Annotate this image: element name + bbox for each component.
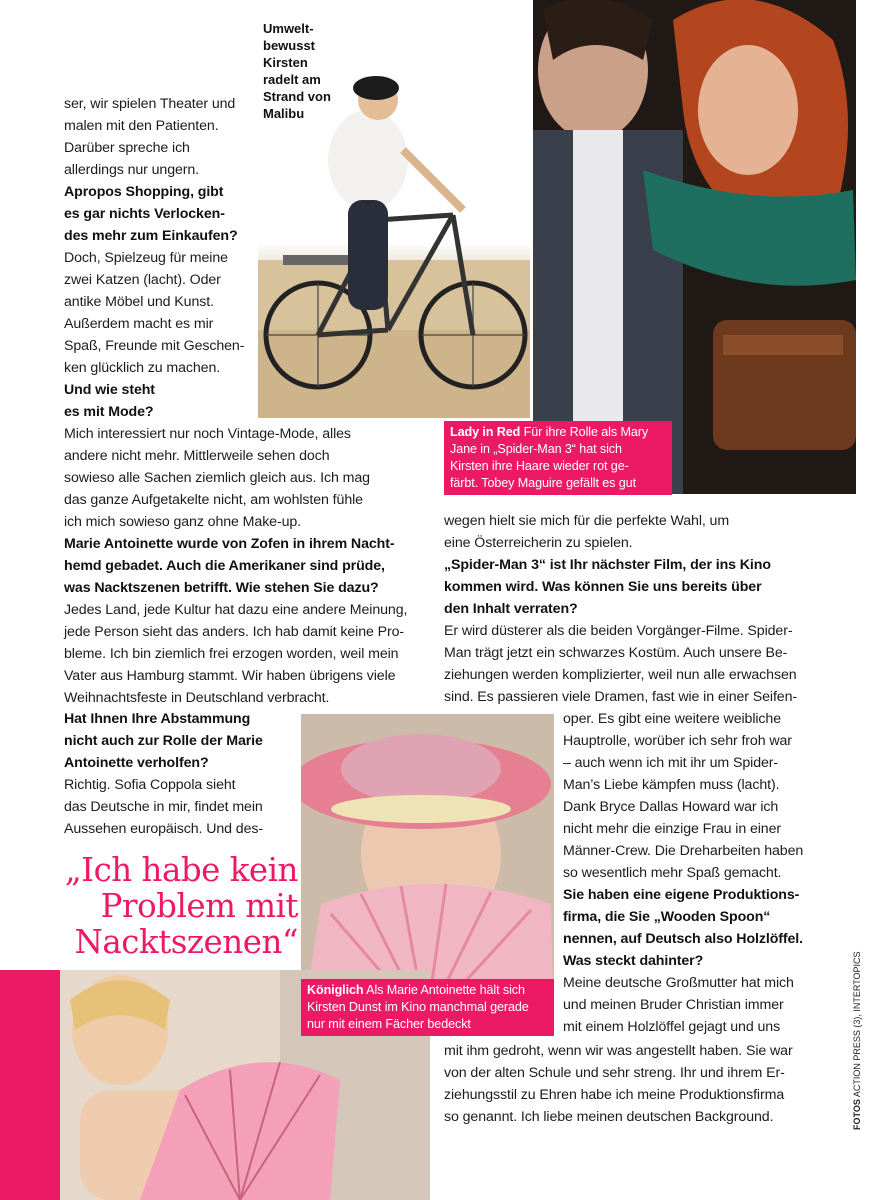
answer-line: das ganze Aufgetakelte nicht, am wohlsten fühle: [64, 492, 363, 508]
pull-quote-line: Problem mit: [100, 887, 298, 925]
question-line: kommen wird. Was können Sie uns bereits über: [444, 579, 762, 595]
answer-line: Aussehen europäisch. Und des-: [64, 821, 264, 837]
right-middle-text-block: [563, 708, 853, 1038]
question-line: nennen, auf Deutsch also Holzlöffel.: [563, 931, 803, 947]
answer-line: Richtig. Sofia Coppola sieht: [64, 777, 236, 793]
question-line: Sie haben eine eigene Produktions-: [563, 887, 800, 903]
answer-line: Mich interessiert nur noch Vintage-Mode, alles: [64, 426, 351, 442]
pull-quote-line: „Ich habe kein: [64, 851, 298, 889]
answer-line: Jedes Land, jede Kultur hat dazu eine andere Meinung,: [64, 602, 408, 618]
answer-line: Männer-Crew. Die Dreharbeiten haben: [563, 843, 804, 859]
answer-line: ken glücklich zu machen.: [64, 360, 221, 376]
photo-credit-text: ACTION PRESS (3), INTERTOPICS: [852, 951, 862, 1100]
pull-quote: [20, 852, 298, 960]
bike-caption-line: bewusst: [263, 38, 316, 53]
question-line: nicht auch zur Rolle der Marie: [64, 733, 263, 749]
question-line: hemd gebadet. Auch die Amerikaner sind prüde,: [64, 558, 385, 574]
answer-line: ser, wir spielen Theater und: [64, 96, 236, 112]
spiderman-caption-line: Kirsten ihre Haare wieder rot ge-: [450, 459, 629, 473]
spiderman-caption-line: färbt. Tobey Maguire gefällt es gut: [450, 476, 636, 490]
question-line: Antoinette verholfen?: [64, 755, 209, 771]
question-line: Apropos Shopping, gibt: [64, 184, 224, 200]
answer-line: so genannt. Ich liebe meinen deutschen Background.: [444, 1109, 774, 1125]
photo-credit: [852, 951, 868, 1130]
question-line: was Nacktszenen betrifft. Wie stehen Sie dazu?: [64, 580, 379, 596]
bike-caption-line: Umwelt-: [263, 21, 314, 36]
answer-line: – auch wenn ich mit ihr um Spider-: [563, 755, 779, 771]
answer-line: ziehungsstil zu Ehren habe ich meine Produktionsfirma: [444, 1087, 785, 1103]
answer-line: nicht mehr die einzige Frau in einer: [563, 821, 781, 837]
bike-caption-line: Malibu: [263, 106, 305, 121]
answer-line: Meine deutsche Großmutter hat mich: [563, 975, 794, 991]
answer-line: so wesentlich mehr Spaß gemacht.: [563, 865, 782, 881]
question-line: Marie Antoinette wurde von Zofen in ihrem Nacht-: [64, 536, 395, 552]
answer-line: jede Person sieht das anders. Ich hab damit keine Pro-: [64, 624, 405, 640]
answer-line: Er wird düsterer als die beiden Vorgänger-Filme. Spider-: [444, 623, 793, 639]
answer-line: mit ihm gedroht, wenn wir was angestellt haben. Sie war: [444, 1043, 793, 1059]
answer-line: Dank Bryce Dallas Howard war ich: [563, 799, 779, 815]
answer-line: zwei Katzen (lacht). Oder: [64, 272, 221, 288]
answer-line: wegen hielt sie mich für die perfekte Wahl, um: [444, 513, 730, 529]
answer-line: Man’s Liebe kämpfen muss (lacht).: [563, 777, 780, 793]
spiderman-caption-lead: Lady in Red: [450, 425, 521, 439]
answer-line: mit einem Holzlöffel gejagt und uns: [563, 1019, 781, 1035]
answer-line: Darüber spreche ich: [64, 140, 190, 156]
left-wide-text-block: [64, 423, 434, 709]
hat-caption-line: Kirsten Dunst im Kino manchmal gerade: [307, 1000, 529, 1014]
answer-line: sowieso alle Sachen ziemlich gleich aus. Ich mag: [64, 470, 370, 486]
hat-caption-line: Als Marie Antoinette hält sich: [363, 983, 525, 997]
hat-caption-lead: Königlich: [307, 983, 364, 997]
question-line: firma, die Sie „Wooden Spoon“: [563, 909, 771, 925]
right-bottom-text-block: [444, 1040, 854, 1128]
answer-line: allerdings nur ungern.: [64, 162, 200, 178]
answer-line: sind. Es passieren viele Dramen, fast wie in einer Seifen-: [444, 689, 797, 705]
answer-line: eine Österreicherin zu spielen.: [444, 535, 633, 551]
answer-line: Doch, Spielzeug für meine: [64, 250, 228, 266]
question-line: Und wie steht: [64, 382, 155, 398]
question-line: den Inhalt verraten?: [444, 601, 578, 617]
spiderman-illustration: [533, 0, 856, 494]
pink-accent-bar: [0, 970, 60, 1200]
answer-line: bleme. Ich bin ziemlich frei erzogen worden, weil mein: [64, 646, 399, 662]
answer-line: Außerdem macht es mir: [64, 316, 214, 332]
bike-caption-line: Kirsten: [263, 55, 308, 70]
question-line: Was steckt dahinter?: [563, 953, 704, 969]
spiderman-caption: [444, 421, 672, 495]
answer-line: ziehungen werden komplizierter, weil nun alle erwachsen: [444, 667, 797, 683]
answer-line: oper. Es gibt eine weitere weibliche: [563, 711, 782, 727]
spiderman-caption-line: Für ihre Rolle als Mary: [520, 425, 649, 439]
question-line: es mit Mode?: [64, 404, 154, 420]
answer-line: Spaß, Freunde mit Geschen-: [64, 338, 245, 354]
left-text-column: [64, 93, 256, 423]
answer-line: und meinen Bruder Christian immer: [563, 997, 784, 1013]
answer-line: ich mich sowieso ganz ohne Make-up.: [64, 514, 302, 530]
answer-line: von der alten Schule und sehr streng. Ihr und ihrem Er-: [444, 1065, 785, 1081]
right-upper-text-block: [444, 510, 856, 708]
question-line: „Spider-Man 3“ ist Ihr nächster Film, der ins Kino: [444, 557, 771, 573]
answer-line: Hauptrolle, worüber ich sehr froh war: [563, 733, 792, 749]
answer-line: Weihnachtsfeste in Deutschland verbracht.: [64, 690, 330, 706]
question-line: es gar nichts Verlocken-: [64, 206, 225, 222]
spiderman-photo: [533, 0, 856, 494]
left-bottom-text-block: [64, 708, 296, 840]
answer-line: Man trägt jetzt ein schwarzes Kostüm. Auch unsere Be-: [444, 645, 788, 661]
question-line: des mehr zum Einkaufen?: [64, 228, 238, 244]
question-line: Hat Ihnen Ihre Abstammung: [64, 711, 251, 727]
photo-credit-label: FOTOS: [852, 1099, 862, 1130]
answer-line: das Deutsche in mir, findet mein: [64, 799, 263, 815]
answer-line: andere nicht mehr. Mittlerweile sehen doch: [64, 448, 330, 464]
hat-caption: [301, 979, 554, 1036]
bike-caption-line: Strand von: [263, 89, 331, 104]
answer-line: Vater aus Hamburg stammt. Wir haben übrigens viele: [64, 668, 396, 684]
bike-caption: [263, 20, 331, 122]
bike-caption-line: radelt am: [263, 72, 321, 87]
hat-caption-line: nur mit einem Fächer bedeckt: [307, 1017, 471, 1031]
spiderman-caption-line: Jane in „Spider-Man 3“ hat sich: [450, 442, 622, 456]
answer-line: malen mit den Patienten.: [64, 118, 219, 134]
answer-line: antike Möbel und Kunst.: [64, 294, 214, 310]
pull-quote-line: Nacktszenen“: [74, 923, 298, 961]
